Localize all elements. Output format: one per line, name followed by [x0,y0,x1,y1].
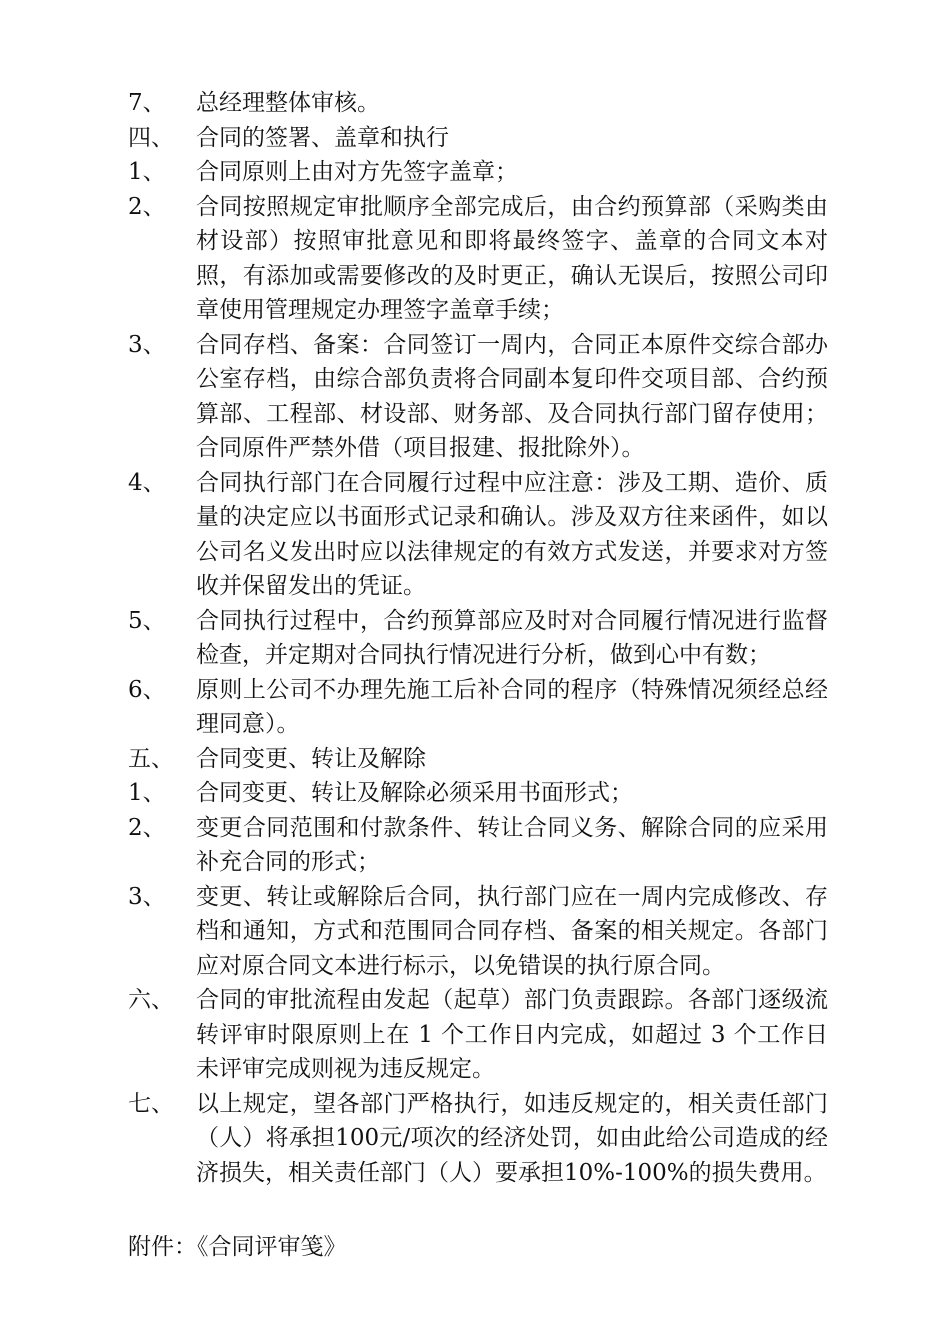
list-item [128,776,828,811]
item-number: 五、 [128,745,174,772]
list-item [128,190,828,328]
item-text: 合同存档、备案：合同签订一周内，合同正本原件交综合部办公室存档，由综合部负责将合同副本复印件交项目部、合约预算部、工程部、材设部、财务部、及合同执行部门留存使用；合同原件严禁外借（项目报建、报批除外）。 [196,331,828,461]
list-item [128,880,828,984]
spacer [128,1190,828,1230]
list-item [128,86,828,121]
item-number: 1、 [128,780,166,806]
item-number: 六、 [128,987,174,1013]
item-number: 1、 [128,159,166,185]
item-text: 以上规定，望各部门严格执行，如违反规定的，相关责任部门（人）将承担100元/项次的经济处罚，如由此给公司造成的经济损失，相关责任部门（人）要承担10%-100%的损失费用。 [196,1090,828,1186]
list-item [128,673,828,742]
item-text: 合同执行部门在合同履行过程中应注意：涉及工期、造价、质量的决定应以书面形式记录和确认。涉及双方往来函件，如以公司名义发出时应以法律规定的有效方式发送，并要求对方签收并保留发出的凭证。 [196,469,828,599]
item-number: 四、 [128,124,174,151]
item-number: 6、 [128,676,166,703]
section-item [128,983,828,1087]
section-heading [128,742,828,777]
item-number: 5、 [128,607,166,634]
item-text: 合同的签署、盖章和执行 [196,124,449,151]
item-text: 变更、转让或解除后合同，执行部门应在一周内完成修改、存档和通知，方式和范围同合同存档、备案的相关规定。各部门应对原合同文本进行标示，以免错误的执行原合同。 [196,883,828,979]
item-text: 合同变更、转让及解除必须采用书面形式； [196,780,633,806]
section-heading [128,121,828,156]
item-number: 4、 [128,469,166,496]
document-body [128,86,828,1265]
item-number: 2、 [128,814,166,841]
item-text: 合同变更、转让及解除 [196,745,426,772]
list-item [128,604,828,673]
section-item [128,1087,828,1191]
item-number: 3、 [128,883,166,910]
item-number: 七、 [128,1090,174,1117]
item-number: 3、 [128,331,166,358]
item-text: 合同执行过程中，合约预算部应及时对合同履行情况进行监督检查，并定期对合同执行情况进行分析，做到心中有数； [196,607,828,668]
item-text: 合同原则上由对方先签字盖章； [196,159,518,185]
item-number: 2、 [128,193,166,220]
item-number: 7、 [128,90,166,116]
list-item [128,466,828,604]
attachment-line: 附件：《合同评审笺》 [128,1234,347,1260]
item-text: 变更合同范围和付款条件、转让合同义务、解除合同的应采用补充合同的形式； [196,814,828,875]
item-text: 总经理整体审核。 [196,90,380,116]
item-text: 原则上公司不办理先施工后补合同的程序（特殊情况须经总经理同意）。 [196,676,828,737]
item-text: 合同按照规定审批顺序全部完成后，由合约预算部（采购类由材设部）按照审批意见和即将最终签字、盖章的合同文本对照，有添加或需要修改的及时更正，确认无误后，按照公司印章使用管理规定办理签字盖章手续； [196,193,828,323]
list-item [128,811,828,880]
item-text: 合同的审批流程由发起（起草）部门负责跟踪。各部门逐级流转评审时限原则上在 1 个工作日内完成，如超过 3 个工作日未评审完成则视为违反规定。 [196,987,828,1082]
list-item [128,155,828,190]
list-item [128,328,828,466]
